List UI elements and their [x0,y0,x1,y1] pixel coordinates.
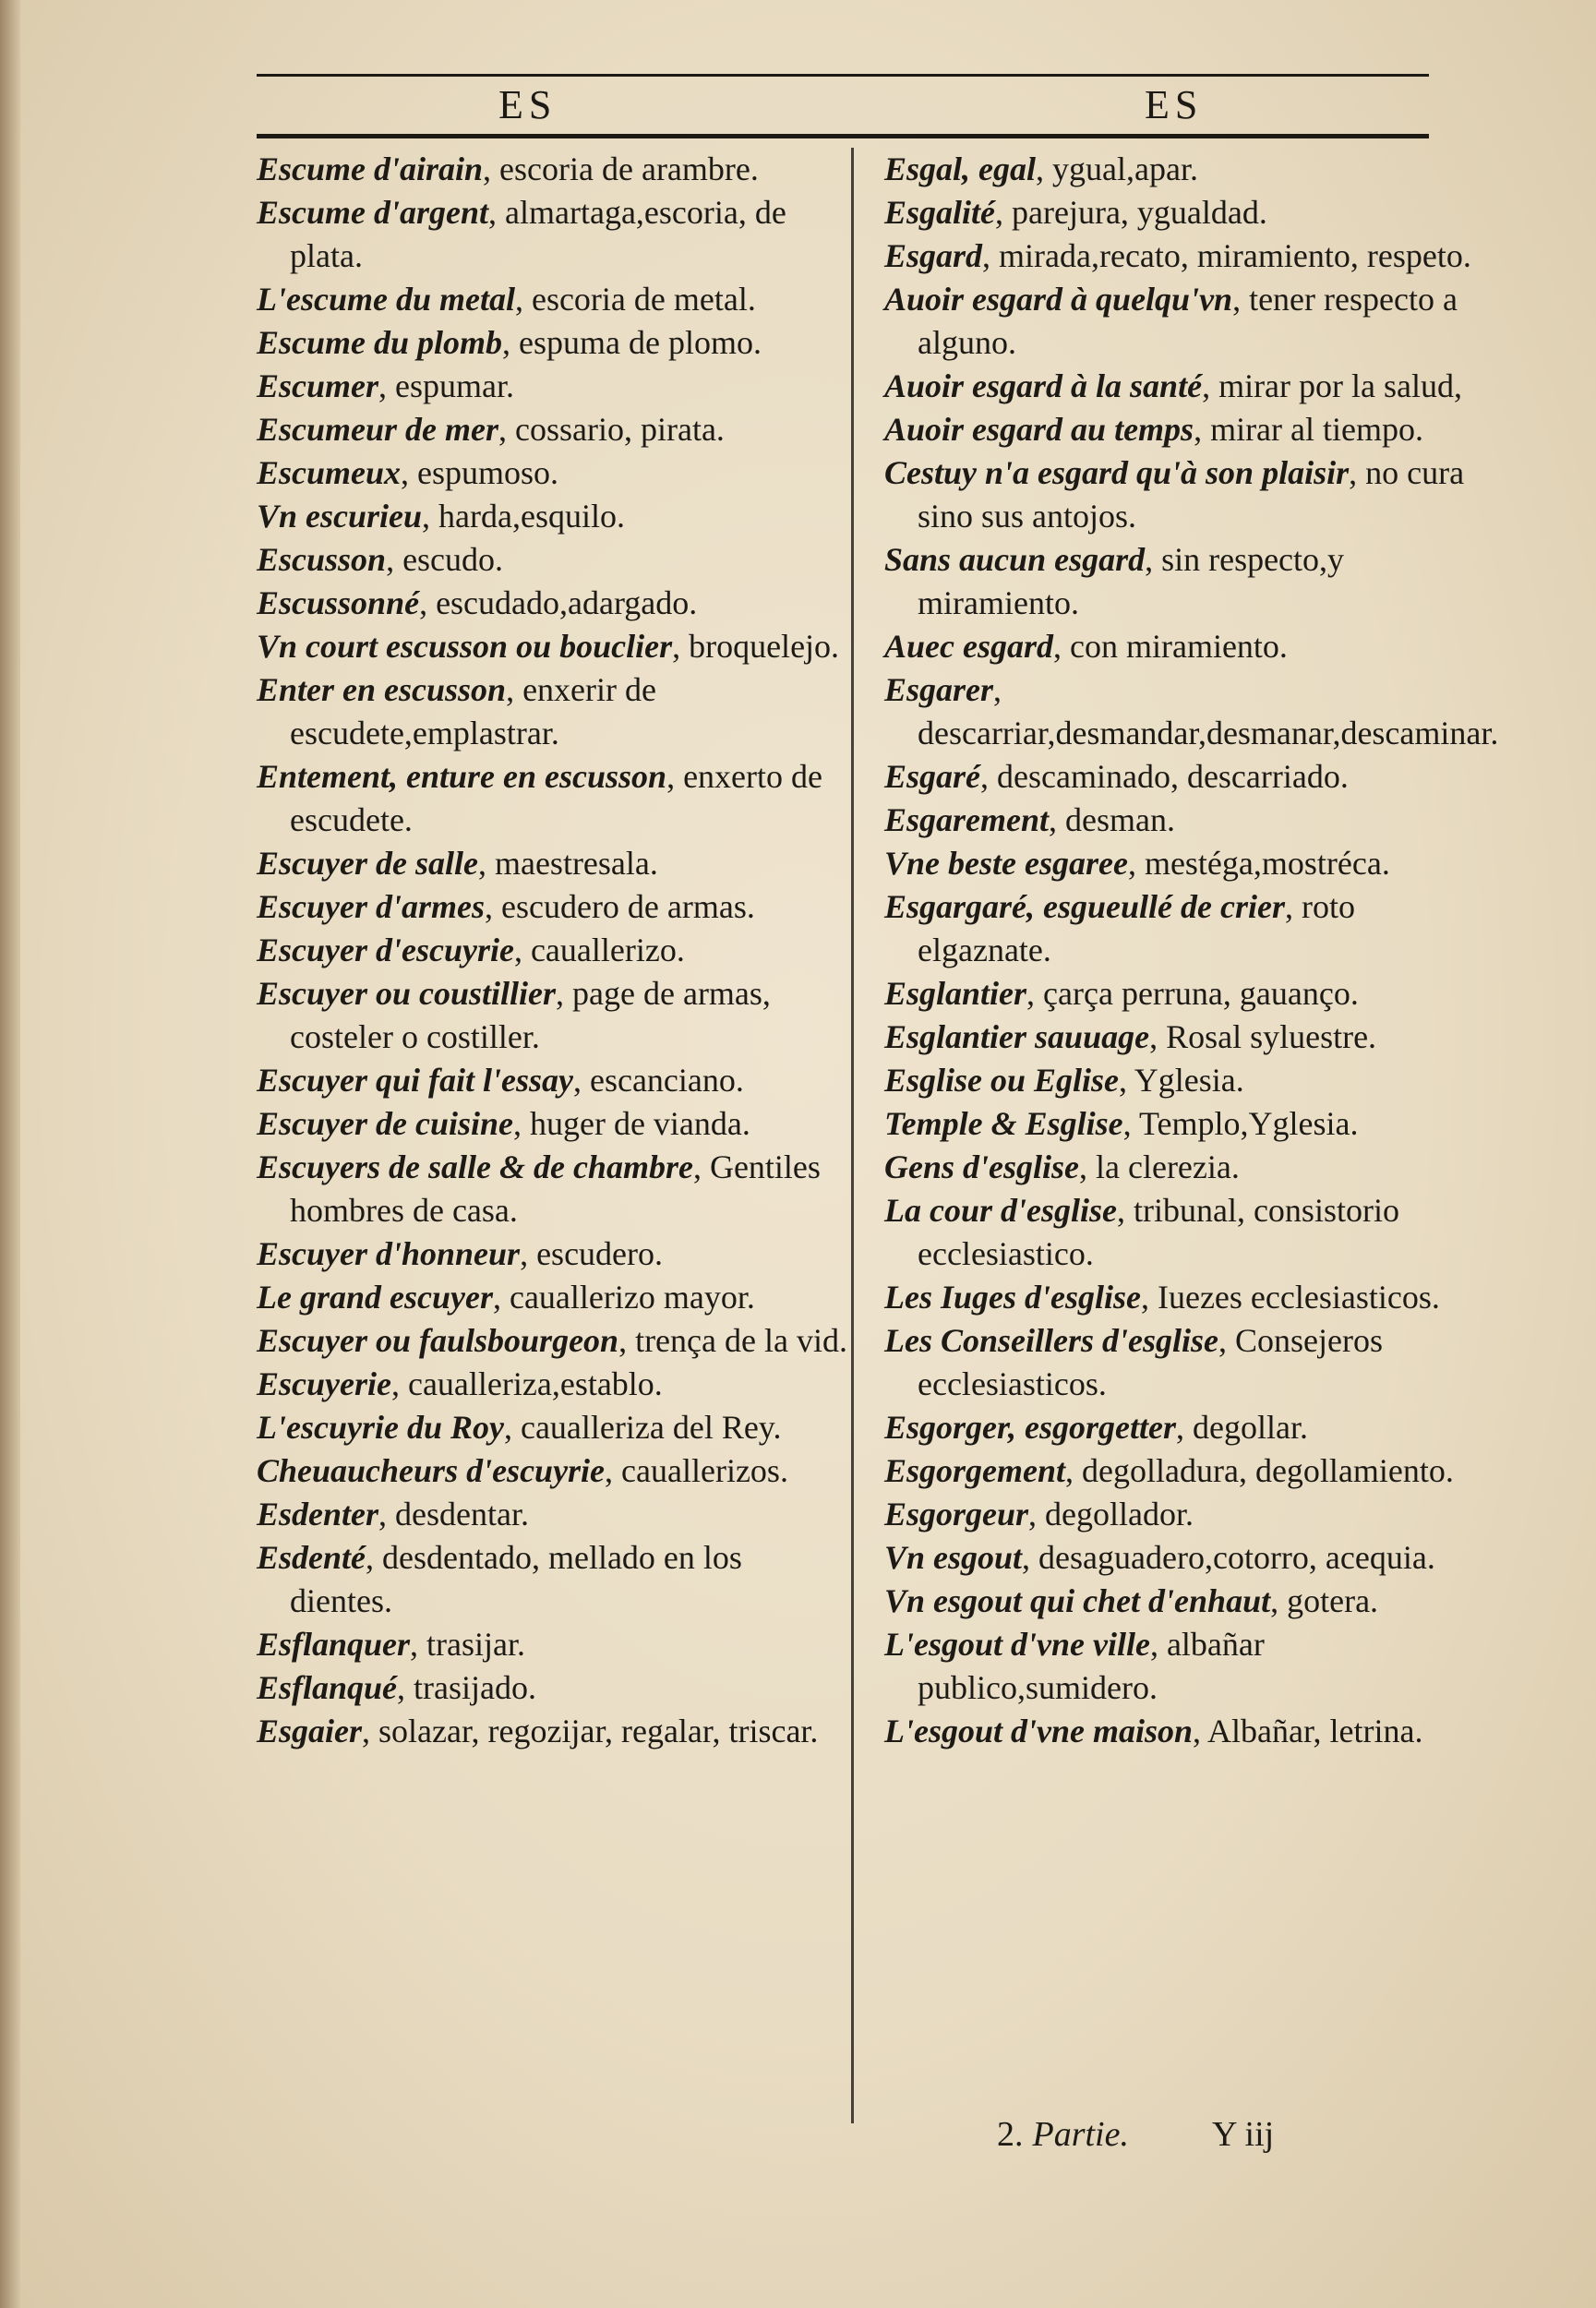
entry-translation: no cura sino sus antojos. [918,454,1465,535]
dictionary-entry [257,972,847,1059]
entry-headword: Enter en escusson [257,671,507,708]
dictionary-entry [884,451,1475,538]
entry-translation: escoria de metal. [531,281,756,318]
entry-translation: escoria de arambre. [499,150,759,187]
entry-headword: Escuyer ou faulsbourgeon [257,1322,619,1359]
dictionary-entry [884,1059,1475,1102]
entry-headword: Escumer [257,367,379,404]
entry-translation: page de armas, costeler o costiller. [290,975,771,1055]
entry-headword: Auec esgard [884,628,1053,665]
entry-separator: , [492,1279,510,1316]
dictionary-entry [257,538,847,582]
entry-headword: Escuyer d'armes [257,888,485,925]
right-column [884,148,1499,1753]
dictionary-entry [257,1536,847,1623]
entry-separator: , [1116,1192,1134,1229]
entry-translation: espumoso. [417,454,559,491]
entry-translation: huger de vianda. [529,1105,750,1142]
entry-headword: Esgal, egal [884,150,1037,187]
entry-translation: escanciano. [589,1062,744,1099]
entry-separator: , [1053,628,1070,665]
entry-translation: la clerezia. [1096,1148,1240,1185]
dictionary-entry [257,1449,847,1493]
dictionary-entry [257,1102,847,1146]
entry-separator: , [1284,888,1302,925]
entry-headword: Esglise ou Eglise [884,1062,1120,1099]
entry-separator: , [1122,1105,1140,1142]
entry-translation: mestéga,mostréca. [1144,845,1390,882]
entry-translation: mirar por la salud, [1218,367,1462,404]
signature-mark: Y iij [1211,2115,1275,2154]
entry-headword: Esdenter [257,1496,379,1533]
entry-translation: mirada,recato, miramiento, respeto. [999,237,1471,274]
entry-separator: , [1349,454,1366,491]
entry-separator: , [1193,1713,1208,1749]
entry-translation: albañar publico,sumidero. [918,1626,1265,1706]
dictionary-entry [257,1623,847,1666]
dictionary-entry [257,278,847,321]
entry-headword: Vne beste esgaree [884,845,1128,882]
entry-separator: , [1232,281,1250,318]
entry-headword: Esgorger, esgorgetter [884,1409,1177,1446]
entry-headword: Vn escurieu [257,498,423,535]
dictionary-entry [257,1319,847,1363]
entry-separator: , [1176,1409,1194,1446]
entry-translation: parejura, ygualdad. [1012,194,1267,231]
dictionary-entry [257,1493,847,1536]
entry-separator: , [419,584,437,621]
dictionary-entry [257,1146,847,1232]
entry-headword: Gens d'esglise [884,1148,1079,1185]
dictionary-entry [884,538,1475,625]
entry-separator: , [477,845,495,882]
entry-separator: , [672,628,690,665]
dictionary-entry [884,1102,1475,1146]
entry-translation: escudero de armas. [501,888,755,925]
entry-headword: Vn esgout qui chet d'enhaut [884,1582,1271,1619]
entry-headword: L'esgout d'vne ville [884,1626,1150,1663]
entry-translation: gotera. [1287,1582,1379,1619]
entry-separator: , [1119,1062,1134,1099]
dictionary-entry [884,278,1475,365]
entry-separator: , [1140,1279,1158,1316]
page-edge-shadow [0,0,20,2308]
entry-translation: caualleriza,establo. [407,1365,663,1402]
dictionary-entry [884,625,1475,668]
entry-separator: , [512,1105,530,1142]
entry-headword: Les Iuges d'esglise [884,1279,1141,1316]
entry-headword: Auoir esgard au temps [884,411,1194,448]
entry-headword: L'escume du metal [257,281,515,318]
dictionary-entry [257,1232,847,1276]
entry-separator: , [1145,541,1162,578]
entry-separator: , [1218,1322,1235,1359]
entry-separator: , [982,237,1000,274]
entry-separator: , [1202,367,1219,404]
entry-separator: , [366,1539,383,1576]
entry-separator: , [1149,1626,1167,1663]
entry-translation: Iuezes ecclesiasticos. [1157,1279,1440,1316]
entry-separator: , [498,411,516,448]
header-rule-top [257,74,1429,77]
entry-translation: tribunal, consistorio ecclesiastico. [918,1192,1399,1272]
entry-separator: , [483,150,500,187]
entry-translation: desman. [1065,801,1175,838]
entry-headword: Les Conseillers d'esglise [884,1322,1218,1359]
entry-separator: , [513,932,531,968]
entry-headword: Auoir esgard à quelqu'vn [884,281,1233,318]
entry-translation: Templo,Yglesia. [1139,1105,1359,1142]
dictionary-entry [884,408,1475,451]
entry-translation: caualleriza del Rey. [520,1409,782,1446]
entry-headword: Escuyerie [257,1365,391,1402]
entry-translation: broquelejo. [689,628,840,665]
entry-separator: , [378,367,396,404]
dictionary-entry [257,1363,847,1406]
entry-translation: enxerto de escudete. [290,758,822,838]
dictionary-entry [257,451,847,495]
dictionary-entry [884,668,1499,755]
entry-separator: , [572,1062,590,1099]
dictionary-entry [257,148,847,191]
entry-separator: , [520,1235,537,1272]
entry-translation: desdentar. [395,1496,529,1533]
entry-separator: , [410,1626,427,1663]
dictionary-entry [884,234,1475,278]
entry-separator: , [514,281,532,318]
entry-separator: , [503,1409,521,1446]
entry-translation: espumar. [395,367,514,404]
dictionary-entry [884,1016,1475,1059]
entry-translation: cossario, pirata. [515,411,725,448]
entry-translation: Consejeros ecclesiasticos. [918,1322,1383,1402]
entry-separator: , [488,194,506,231]
entry-headword: Esglantier [884,975,1027,1012]
entry-headword: Escussonné [257,584,420,621]
dictionary-entry [884,1580,1475,1623]
entry-separator: , [618,1322,636,1359]
entry-translation: Gentiles hombres de casa. [290,1148,821,1229]
entry-headword: Escume d'argent [257,194,489,231]
entry-translation: escudado,adargado. [436,584,698,621]
entry-translation: degollar. [1193,1409,1308,1446]
entry-translation: degollador. [1045,1496,1194,1533]
entry-separator: , [1036,150,1053,187]
entry-headword: Esgarement [884,801,1050,838]
entry-headword: Escuyer de cuisine [257,1105,513,1142]
running-head-left: ES [498,82,558,127]
dictionary-entry [884,1406,1475,1449]
entry-separator: , [995,194,1013,231]
dictionary-entry [884,365,1475,408]
entry-translation: trasijar. [426,1626,526,1663]
dictionary-entry [884,842,1475,885]
entry-headword: Temple & Esglise [884,1105,1123,1142]
dictionary-entry [257,408,847,451]
entry-headword: Entement, enture en escusson [257,758,667,795]
dictionary-entry [257,1276,847,1319]
entry-headword: Escuyer d'honneur [257,1235,521,1272]
entry-translation: sin respecto,y miramiento. [918,541,1345,621]
entry-translation: Rosal syluestre. [1166,1018,1377,1055]
dictionary-entry [257,668,847,755]
entry-separator: , [1026,975,1044,1012]
entry-separator: , [1049,801,1066,838]
entry-separator: , [1028,1496,1046,1533]
dictionary-entry [257,365,847,408]
entry-headword: Cheuaucheurs d'escuyrie [257,1452,606,1489]
entry-separator: , [506,671,523,708]
entry-headword: Escusson [257,541,387,578]
entry-separator: , [502,324,520,361]
entry-headword: Auoir esgard à la santé [884,367,1203,404]
dictionary-entry [257,1406,847,1449]
entry-separator: , [556,975,573,1012]
entry-translation: enxerir de escudete,emplastrar. [290,671,656,751]
entry-headword: Escumeur de mer [257,411,499,448]
entry-headword: Sans aucun esgard [884,541,1146,578]
dictionary-entry [884,191,1475,234]
entry-headword: Escume d'airain [257,150,484,187]
entry-translation: tener respecto a alguno. [918,281,1458,361]
entry-separator: , [485,888,501,925]
entry-headword: Escuyer de salle [257,845,478,882]
entry-separator: , [397,1669,414,1706]
dictionary-entry [884,972,1475,1016]
entry-separator: , [1022,1539,1039,1576]
dictionary-entry [884,1493,1475,1536]
entry-translation: cauallerizo mayor. [509,1279,755,1316]
entry-separator: , [1194,411,1211,448]
dictionary-entry [884,1276,1475,1319]
dictionary-entry [257,755,847,842]
entry-headword: Vn esgout [884,1539,1023,1576]
dictionary-entry [257,885,847,929]
entry-headword: Esgard [884,237,983,274]
dictionary-entry [884,799,1475,842]
entry-separator: , [386,541,403,578]
entry-translation: solazar, regozijar, regalar, triscar. [378,1713,819,1749]
entry-separator: , [980,758,998,795]
entry-headword: Escume du plomb [257,324,503,361]
entry-headword: Le grand escuyer [257,1279,493,1316]
entry-separator: , [422,498,439,535]
entry-headword: Esglantier sauuage [884,1018,1150,1055]
part-number: 2. [997,2115,1024,2154]
entry-translation: escudero. [536,1235,664,1272]
entry-separator: , [1065,1452,1083,1489]
dictionary-entry [884,1536,1475,1580]
entry-translation: degolladura, degollamiento. [1082,1452,1454,1489]
entry-headword: Vn court escusson ou bouclier [257,628,673,665]
entry-separator: , [605,1452,622,1489]
entry-headword: Escuyer ou coustillier [257,975,557,1012]
entry-translation: escudo. [402,541,504,578]
entry-translation: trasijado. [414,1669,537,1706]
dictionary-entry [884,1146,1475,1189]
entry-headword: Esflanquer [257,1626,411,1663]
dictionary-entry [257,1666,847,1710]
dictionary-entry [257,582,847,625]
entry-separator: , [390,1365,408,1402]
entry-headword: La cour d'esglise [884,1192,1117,1229]
entry-headword: Escumeux [257,454,402,491]
dictionary-entry [884,1449,1475,1493]
entry-translation: cauallerizo. [530,932,685,968]
entry-translation: Yglesia. [1134,1062,1244,1099]
column-divider [851,148,854,2123]
dictionary-entry [257,191,847,278]
dictionary-entry [257,929,847,972]
entry-headword: Esgalité [884,194,996,231]
entry-translation: trença de la vid. [635,1322,847,1359]
entry-translation: Albañar, letrina. [1207,1713,1423,1749]
entry-translation: roto elgaznate. [918,888,1355,968]
dictionary-entry [257,495,847,538]
entry-translation: mirar al tiempo. [1210,411,1423,448]
entry-separator: , [666,758,684,795]
entry-translation: cauallerizos. [621,1452,788,1489]
dictionary-entry [257,321,847,365]
entry-separator: , [401,454,418,491]
entry-headword: Esgorgeur [884,1496,1029,1533]
entry-separator: , [692,1148,710,1185]
entry-headword: Esgarer [884,671,994,708]
entry-headword: Esflanqué [257,1669,398,1706]
running-head-right: ES [1145,82,1204,127]
left-column [257,148,847,1753]
entry-translation: maestresala. [494,845,658,882]
dictionary-entry [884,1319,1475,1406]
entry-translation: desdentado, mellado en los dientes. [290,1539,742,1619]
entry-headword: Escuyer qui fait l'essay [257,1062,573,1099]
entry-headword: Esdenté [257,1539,366,1576]
entry-headword: L'escuyrie du Roy [257,1409,504,1446]
entry-separator: , [1079,1148,1096,1185]
entry-separator: , [993,671,1002,708]
entry-headword: Esgaier [257,1713,363,1749]
entry-headword: L'esgout d'vne maison [884,1713,1194,1749]
entry-headword: Escuyers de salle & de chambre [257,1148,693,1185]
dictionary-entry [257,1710,847,1753]
dictionary-entry [257,1059,847,1102]
entry-translation: desaguadero,cotorro, acequia. [1038,1539,1435,1576]
entry-translation: ygual,apar. [1052,150,1198,187]
dictionary-entry [257,842,847,885]
entry-headword: Escuyer d'escuyrie [257,932,514,968]
entry-separator: , [362,1713,379,1749]
dictionary-entry [257,625,847,668]
entry-headword: Esgaré [884,758,981,795]
entry-translation: çarça perruna, gauanço. [1043,975,1359,1012]
page-footer [997,2114,1274,2155]
entry-translation: descaminado, descarriado. [997,758,1349,795]
entry-translation: espuma de plomo. [519,324,762,361]
header-rule-bottom [257,134,1429,138]
dictionary-entry [884,1710,1475,1753]
entry-separator: , [1127,845,1145,882]
dictionary-entry [884,1623,1475,1710]
part-label: Partie. [1032,2115,1129,2154]
dictionary-entry [884,755,1475,799]
entry-separator: , [378,1496,396,1533]
entry-separator: , [1270,1582,1288,1619]
entry-headword: Cestuy n'a esgard qu'à son plaisir [884,454,1350,491]
dictionary-entry [884,885,1475,972]
entry-translation: almartaga,escoria, de plata. [290,194,786,274]
entry-translation: descarriar,desmandar,desmanar,descaminar. [918,715,1499,751]
entry-separator: , [1149,1018,1167,1055]
dictionary-entry [884,148,1475,191]
entry-translation: con miramiento. [1070,628,1288,665]
dictionary-entry [884,1189,1475,1276]
entry-translation: harda,esquilo. [438,498,625,535]
entry-headword: Esgorgement [884,1452,1066,1489]
entry-headword: Esgargaré, esgueullé de crier [884,888,1285,925]
